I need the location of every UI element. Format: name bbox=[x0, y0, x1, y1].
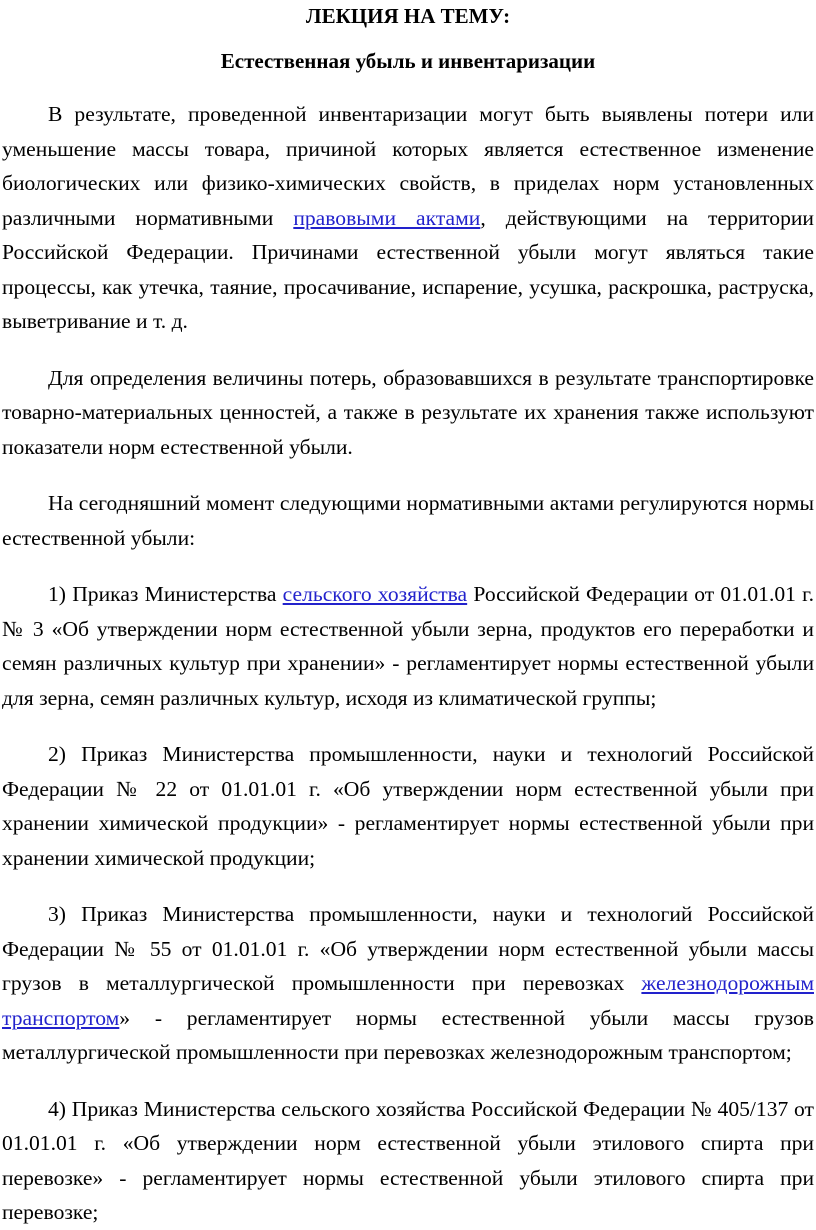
agriculture-link[interactable]: сельского хозяйства bbox=[282, 582, 468, 606]
list-item-text: 3) Приказ Министерства промышленности, науки и технологий Российской Федерации № 55 от 01.01.01 г. «Об утверждении норм естественной убыли массы грузов в металлургической промышленности при перевозках bbox=[2, 902, 814, 995]
paragraph-regulations-intro: На сегодняшний момент следующими нормативными актами регулируются нормы естественной убыли: bbox=[2, 491, 814, 550]
paragraph-text: В результате, проведенной инвентаризации могут быть выявлены потери или уменьшение массы товара, причиной которых является естественное изменение биологических или физико-химических свойств, в приделах норм установленных различными нормативными bbox=[2, 102, 814, 230]
list-item-text: Российской Федерации от 01.01.01 г. № 3 «Об утверждении норм естественной убыли зерна, продуктов его переработки и семян различных культур при хранении» - регламентирует нормы естественной убыли для зерна, семян различных культур, исходя из климатической группы; bbox=[2, 582, 814, 710]
paragraph-text: , действующими на территории Российской Федерации. Причинами естественной убыли могут являться такие процессы, как утечка, таяние, просачивание, испарение, усушка, раскрошка, раструска, выветривание и т. д. bbox=[2, 205, 814, 333]
legal-acts-link[interactable]: правовыми актами bbox=[293, 205, 481, 230]
list-item-agriculture-order bbox=[2, 577, 814, 715]
lecture-title: ЛЕКЦИЯ НА ТЕМУ: bbox=[305, 4, 511, 28]
list-item-metallurgy-order bbox=[2, 897, 814, 1070]
list-item-text: 1) Приказ Министерства bbox=[48, 582, 283, 606]
lecture-subtitle: Естественная убыль и инвентаризации bbox=[220, 49, 596, 73]
paragraph-loss-determination: Для определения величины потерь, образовавшихся в результате транспортировке товарно-материальных ценностей, а также в результате их хранения также используют показатели норм естественной убыли. bbox=[2, 365, 814, 459]
paragraph-inventory-losses bbox=[2, 97, 814, 339]
list-item-ethanol-order: 4) Приказ Министерства сельского хозяйства Российской Федерации № 405/137 от 01.01.01 г. «Об утверждении норм естественной убыли этилового спирта при перевозке» - регламентирует нормы естественной убыли этилового спирта при перевозке; bbox=[2, 1096, 814, 1224]
list-item-text: » - регламентирует нормы естественной убыли массы грузов металлургической промышленности при перевозках железнодорожным транспортом; bbox=[2, 1005, 814, 1064]
railway-transport-link[interactable]: железнодорожным транспортом bbox=[2, 971, 814, 1030]
list-item-chemical-order: 2) Приказ Министерства промышленности, науки и технологий Российской Федерации № 22 от 01.01.01 г. «Об утверждении норм естественной убыли при хранении химической продукции» - регламентирует нормы естественной убыли при хранении химической продукции; bbox=[2, 742, 814, 870]
